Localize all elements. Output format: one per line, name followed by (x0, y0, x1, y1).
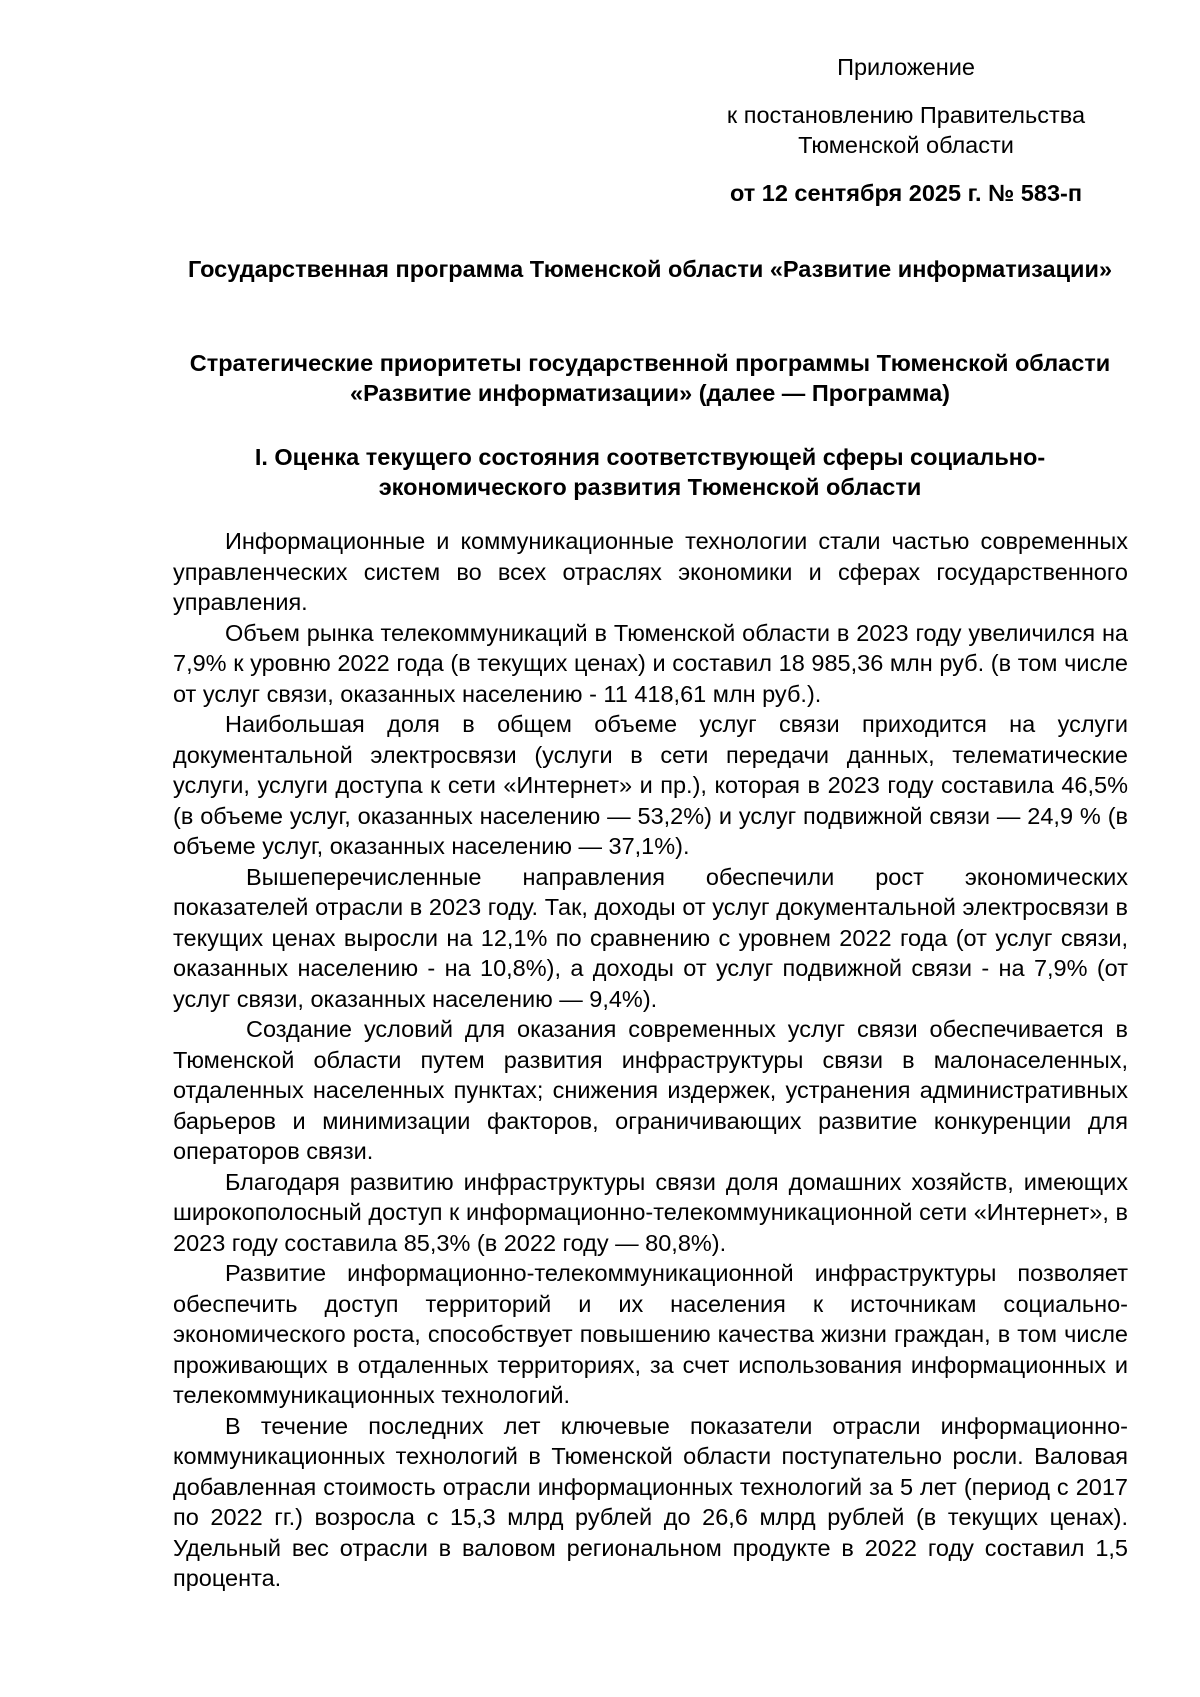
paragraph: Вышеперечисленные направления обеспечили рост экономических показателей отрасли в 2023 году. Так, доходы от услуг документальной электросвязи в текущих ценах выросли на 12,1% по сравнению с уровнем 2022 года (от услуг связи, оказанных населению - на 10,8%), а доходы от услуг подвижной связи - на 7,9% (от услуг связи, оказанных населению — 9,4%). (173, 863, 1128, 1012)
region-name: Тюменской области (798, 132, 1014, 158)
decree-date-number: от 12 сентября 2025 г. № 583-п (729, 180, 1083, 206)
paragraph: Развитие информационно-телекоммуникационной инфраструктуры позволяет обеспечить доступ территорий и их населения к источникам социально-экономического роста, способствует повышению качества жизни граждан, в том числе проживающих в отдаленных территориях, за счет использования информационных и телекоммуникационных технологий. (173, 1260, 1128, 1408)
decree-reference: к постановлению Правительства (726, 102, 1086, 128)
program-title: Государственная программа Тюменской области «Развитие информатизации» (187, 256, 1113, 282)
section-heading: I. Оценка текущего состояния соответствующей сферы социально-экономического развития Тюменской области (254, 444, 1046, 500)
paragraph: В течение последних лет ключевые показатели отрасли информационно-коммуникационных технологий в Тюменской области поступательно росли. Валовая добавленная стоимость отрасли информационных технологий за 5 лет (период с 2017 по 2022 гг.) возросла с 15,3 млрд рублей до 26,6 млрд рублей (в текущих ценах). Удельный вес отрасли в валовом региональном продукте в 2022 году составил 1,5 процента. (173, 1412, 1128, 1591)
paragraph: Наибольшая доля в общем объеме услуг связи приходится на услуги документальной электросвязи (услуги в сети передачи данных, телематические услуги, услуги доступа к сети «Интернет» и пр.), которая в 2023 году составила 46,5% (в объеме услуг, оказанных населению — 53,2%) и услуг подвижной связи — 24,9 % (в объеме услуг, оказанных населению — 37,1%). (173, 711, 1128, 859)
appendix-label: Приложение (837, 54, 975, 80)
paragraph: Информационные и коммуникационные технологии стали частью современных управленческих систем во всех отраслях экономики и сферах государственного управления. (173, 528, 1128, 615)
priorities-title: Стратегические приоритеты государственной программы Тюменской области «Развитие информатизации» (далее — Программа) (189, 350, 1111, 406)
paragraph: Создание условий для оказания современных услуг связи обеспечивается в Тюменской области путем развития инфраструктуры связи в малонаселенных, отдаленных населенных пунктах; снижения издержек, устранения административных барьеров и минимизации факторов, ограничивающих развитие конкуренции для операторов связи. (173, 1016, 1128, 1164)
paragraph: Объем рынка телекоммуникаций в Тюменской области в 2023 году увеличился на 7,9% к уровню 2022 года (в текущих ценах) и составил 18 985,36 млн руб. (в том числе от услуг связи, оказанных населению - 11 418,61 млн руб.). (173, 619, 1128, 707)
paragraph: Благодаря развитию инфраструктуры связи доля домашних хозяйств, имеющих широкополосный доступ к информационно-телекоммуникационной сети «Интернет», в 2023 году составила 85,3% (в 2022 году — 80,8%). (173, 1168, 1128, 1256)
document-body (173, 526, 1128, 1594)
